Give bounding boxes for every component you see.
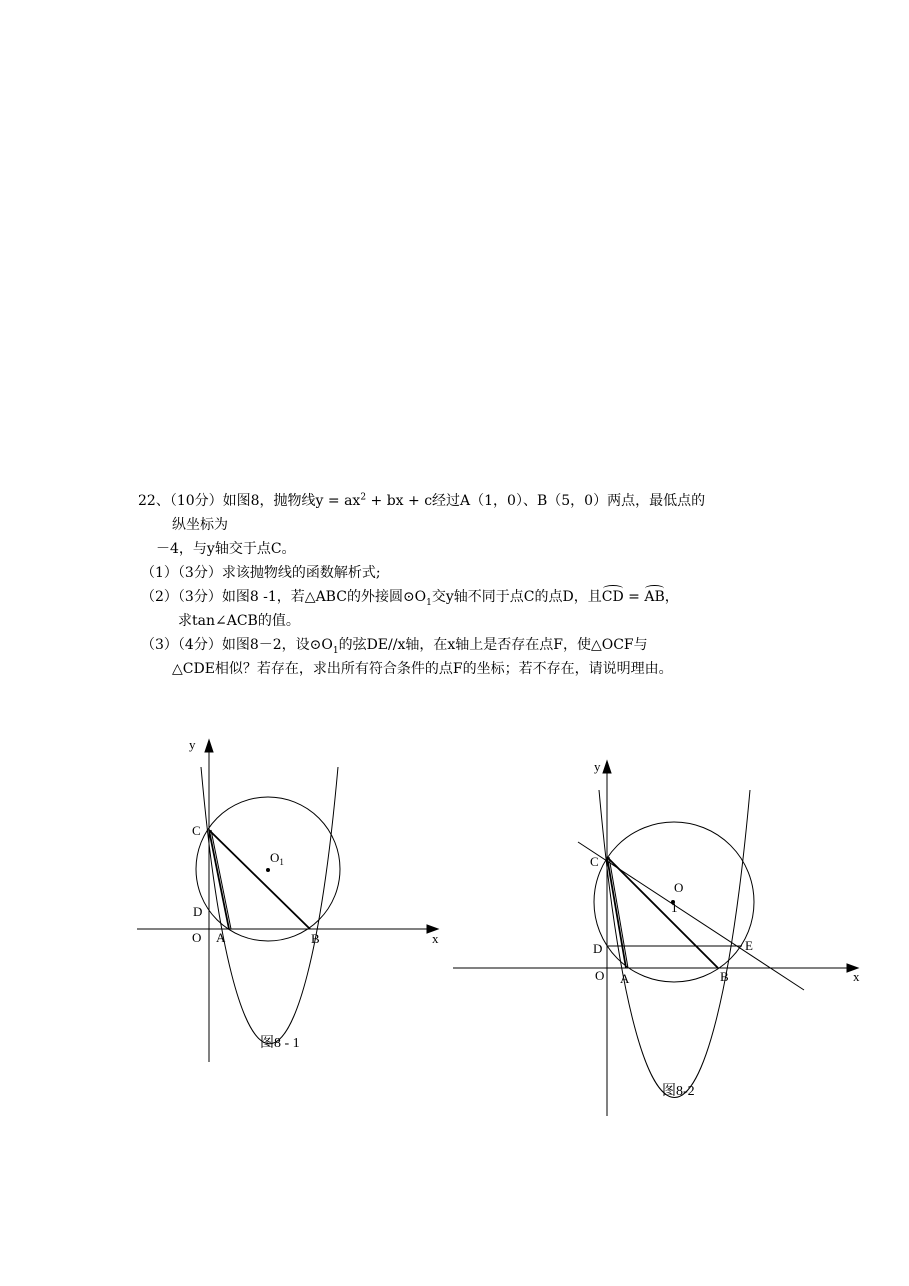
label-O1-main: O: [270, 850, 280, 865]
problem-line-2: 纵坐标为: [172, 517, 228, 533]
question-3-line-2: △CDE相似？若存在，求出所有符合条件的点F的坐标；若不存在，请说明理由。: [172, 661, 673, 677]
problem-number: 22、: [138, 493, 170, 509]
subscript: 1: [426, 597, 432, 608]
label-x: x: [432, 931, 439, 946]
figure-caption-2: 图8-2: [662, 1084, 695, 1099]
question-2-text: （2）（3分）如图8 -1，若△ABC的外接圆⊙O: [141, 589, 427, 605]
question-2-end: ，: [664, 589, 679, 605]
label-O: O: [595, 968, 605, 983]
problem-line-3: －4，与y轴交于点C。: [156, 541, 296, 557]
label-B: B: [311, 931, 320, 946]
label-O: O: [192, 930, 202, 945]
arc-ab: AB: [644, 589, 665, 605]
label-O1-sub: 1: [671, 900, 678, 915]
figure-caption-1: 图8 - 1: [260, 1036, 300, 1051]
label-E: E: [745, 938, 753, 953]
question-3-text: （3）（4分）如图8－2，设⊙O: [141, 637, 333, 653]
problem-line1-text-2: + bx + c经过A（1，0）、B（5，0）两点，最低点的: [366, 493, 706, 509]
equals: =: [623, 589, 645, 605]
label-D: D: [193, 904, 203, 919]
question-2-line-2: 求tan∠ACB的值。: [178, 613, 300, 629]
label-O1-sub: 1: [279, 857, 284, 867]
label-x: x: [853, 969, 860, 984]
arc-cd: CD: [601, 589, 624, 605]
y-axis-arrow: [603, 761, 611, 773]
question-3-text-2: 的弦DE//x轴，在x轴上是否存在点F，使△OCF与: [338, 637, 648, 653]
label-B: B: [720, 969, 729, 984]
label-A: A: [620, 971, 630, 986]
label-y: y: [189, 737, 196, 752]
question-2-text-2: 交y轴不同于点C的点D，且: [431, 589, 602, 605]
question-1: （1）（3分）求该抛物线的函数解析式;: [141, 565, 381, 581]
superscript: 2: [360, 492, 367, 503]
label-y: y: [594, 759, 601, 774]
label-C: C: [590, 854, 599, 869]
subscript: 1: [332, 645, 339, 656]
label-A: A: [216, 930, 226, 945]
label-D: D: [593, 941, 603, 956]
problem-line1-text: （10分）如图8，抛物线y = ax: [169, 493, 361, 509]
label-O1: O: [674, 880, 684, 895]
label-C: C: [192, 823, 201, 838]
